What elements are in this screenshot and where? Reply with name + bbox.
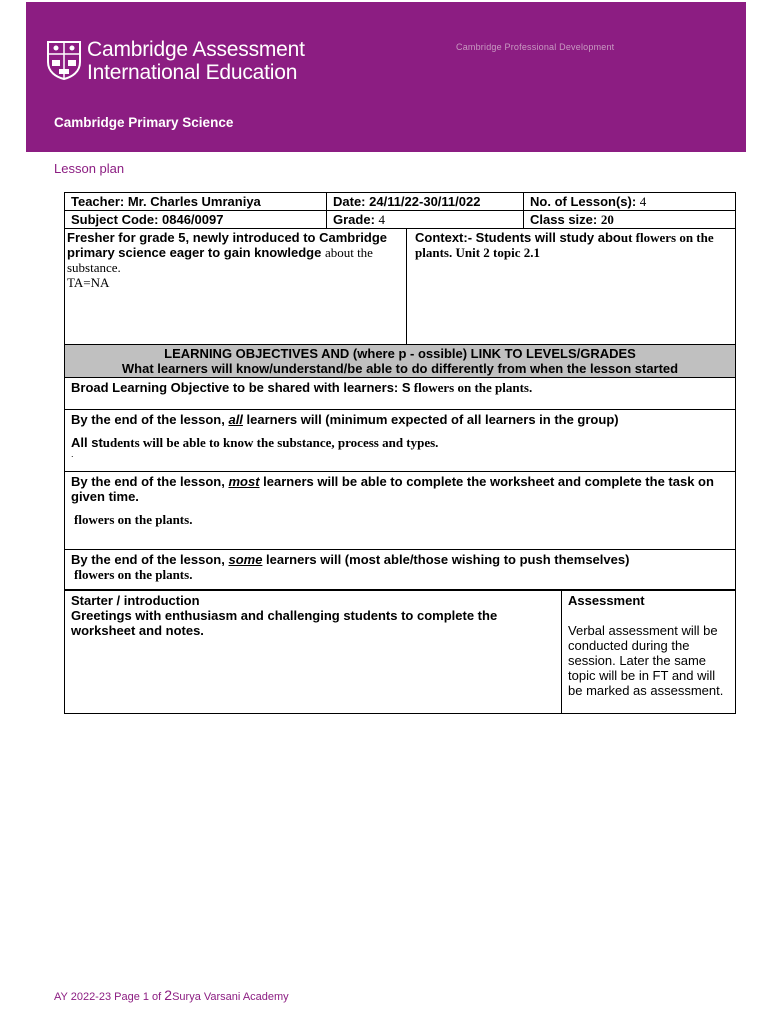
- assessment-text: Verbal assessment will be conducted during the session. Later the same topic will be in FT and will be marked as assessment.: [568, 622, 724, 698]
- table-row: [65, 472, 736, 550]
- page-footer: [54, 987, 289, 1003]
- some-prefix: By the end of the lesson,: [71, 552, 229, 567]
- table-row: [65, 378, 736, 410]
- some-detail: flowers on the plants.: [74, 567, 193, 582]
- all-word: all: [228, 412, 243, 427]
- fresher-text: Fresher for grade 5, newly introduced to Cambridge primary science eager to gain knowledge: [67, 230, 388, 260]
- broad-objective-cell: [65, 378, 736, 410]
- objectives-heading-2: What learners will know/understand/be able to do differently from when the lesson started: [121, 361, 679, 376]
- lessons-cell: [524, 193, 736, 211]
- table-row: [65, 550, 736, 590]
- assessment-cell: [562, 590, 736, 714]
- starter-cell: [65, 590, 562, 714]
- page-total: 2: [164, 987, 173, 1003]
- starter-title: Starter / introduction: [71, 592, 200, 608]
- all-learners-heading: [71, 412, 729, 427]
- grade-value: 4: [378, 212, 386, 227]
- grade-label: Grade:: [333, 212, 379, 227]
- most-learners-heading: [71, 474, 729, 504]
- class-size-cell: [524, 211, 736, 229]
- brand-line-2: International Education: [87, 61, 298, 84]
- all-dot: .: [71, 449, 74, 459]
- lessons-label: No. of Lesson(s):: [530, 194, 640, 209]
- context-cell: [407, 229, 736, 345]
- school-name: Surya Varsani Academy: [172, 991, 289, 1003]
- all-detail-prefix: All st: [71, 435, 103, 450]
- table-row: [65, 345, 736, 378]
- table-row: [65, 590, 736, 714]
- learners-cell: [65, 229, 407, 345]
- most-learners-cell: [65, 472, 736, 550]
- some-word: some: [228, 552, 263, 567]
- lesson-plan-label: Lesson plan: [54, 161, 125, 176]
- page-text: AY 2022-23 Page 1 of: [54, 991, 165, 1003]
- broad-label: Broad Learning Objective to be shared with learners: S: [71, 380, 411, 395]
- broad-value: flowers on the plants.: [410, 380, 533, 395]
- objectives-heading-1: LEARNING OBJECTIVES AND (where p - ossible) LINK TO LEVELS/GRADES: [164, 346, 636, 361]
- starter-text: Greetings with enthusiasm and challenging students to complete the worksheet and notes.: [71, 607, 498, 638]
- all-detail: [71, 435, 729, 450]
- fresher-serif: about the substance.: [67, 245, 373, 275]
- table-row: [65, 410, 736, 472]
- all-detail-text: udents will be able to know the substance, process and types.: [102, 435, 439, 450]
- some-suffix: learners will (most able/those wishing to push themselves): [262, 552, 630, 567]
- all-suffix: learners will (minimum expected of all learners in the group): [242, 412, 619, 427]
- teacher-cell: Teacher: Mr. Charles Umraniya: [65, 193, 327, 211]
- subject-title: Cambridge Primary Science: [54, 115, 234, 130]
- most-detail: flowers on the plants.: [74, 512, 193, 527]
- grade-cell: [327, 211, 524, 229]
- ta-text: TA=NA: [67, 275, 110, 290]
- table-row: [65, 211, 736, 229]
- context-label: Context:- Students will study abo: [415, 230, 621, 245]
- lessons-value: 4: [639, 194, 647, 209]
- some-learners-heading: [71, 552, 729, 567]
- context-serif: ut flowers on the plants. Unit 2 topic 2.1: [415, 230, 714, 260]
- most-word: most: [228, 474, 260, 489]
- objectives-heading: [65, 345, 736, 378]
- table-row: [65, 229, 736, 345]
- cambridge-shield-icon: [46, 40, 82, 80]
- date-cell: Date: 24/11/22-30/11/022: [327, 193, 524, 211]
- subject-code-cell: Subject Code: 0846/0097: [65, 211, 327, 229]
- all-prefix: By the end of the lesson,: [71, 412, 229, 427]
- class-size-value: 20: [600, 212, 614, 227]
- header-banner: [26, 2, 746, 152]
- most-prefix: By the end of the lesson,: [71, 474, 229, 489]
- assessment-title: Assessment: [568, 592, 645, 608]
- brand-line-1: Cambridge Assessment: [87, 38, 305, 61]
- class-size-label: Class size:: [530, 212, 601, 227]
- lesson-plan-table: [64, 192, 736, 714]
- all-learners-cell: [65, 410, 736, 472]
- most-suffix: learners will be able to complete the worksheet and complete the task on given time.: [71, 474, 714, 504]
- some-learners-cell: [65, 550, 736, 590]
- table-row: [65, 193, 736, 211]
- tagline: Cambridge Professional Development: [456, 42, 615, 52]
